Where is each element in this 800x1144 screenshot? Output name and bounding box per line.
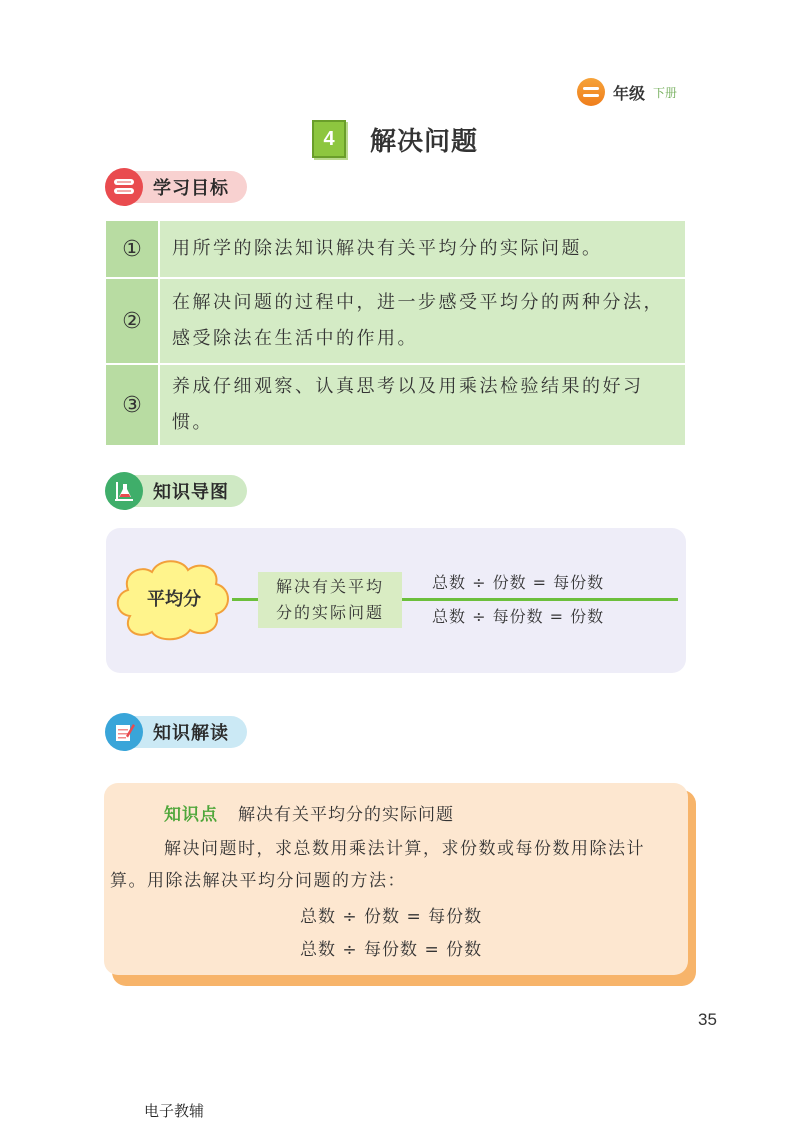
map-formula: 总数 ÷ 份数 = 每份数 (432, 573, 605, 592)
section-title: 知识解读 (127, 716, 247, 748)
goal-text: 用所学的除法知识解决有关平均分的实际问题。 (160, 221, 685, 277)
map-leaf-line (402, 598, 678, 601)
chapter-number: 4 (312, 120, 346, 158)
grade-label: 年级 (613, 83, 646, 103)
footer-label: 电子教辅 (144, 1102, 205, 1120)
goals-table (106, 221, 685, 445)
section-header-reading (105, 713, 247, 751)
knowledge-point-title: 解决有关平均分的实际问题 (238, 805, 454, 825)
section-header-goals (105, 168, 247, 206)
section-header-map (105, 472, 247, 510)
map-branch-line: 分的实际问题 (275, 603, 384, 622)
knowledge-paragraph: 解决问题时，求总数用乘法计算，求份数或每份数用除法计算。用除法解决平均分问题的方法： (110, 839, 645, 891)
volume-label: 下册 (653, 85, 678, 100)
knowledge-body (110, 833, 680, 897)
goal-number: ① (106, 221, 160, 277)
goal-row (106, 221, 685, 277)
section-title: 知识导图 (127, 475, 247, 507)
map-formula: 总数 ÷ 每份数 = 份数 (432, 607, 605, 626)
knowledge-point-heading (164, 800, 454, 825)
knowledge-point-label: 知识点 (164, 805, 218, 825)
grade-badge (577, 78, 677, 106)
goal-row (106, 363, 685, 445)
section-title: 学习目标 (127, 171, 247, 203)
chapter-title: 解决问题 (370, 126, 479, 157)
flask-icon (105, 472, 143, 510)
goal-text: 在解决问题的过程中，进一步感受平均分的两种分法，感受除法在生活中的作用。 (160, 279, 685, 363)
books-icon (105, 168, 143, 206)
map-connector (232, 598, 260, 601)
goal-row (106, 277, 685, 363)
goal-text: 养成仔细观察、认真思考以及用乘法检验结果的好习惯。 (160, 365, 685, 445)
notebook-pencil-icon (105, 713, 143, 751)
chapter-heading (312, 120, 478, 158)
knowledge-formula: 总数 ÷ 每份数 = 份数 (300, 940, 483, 960)
map-branch-box (258, 572, 402, 628)
map-root-label: 平均分 (147, 589, 201, 610)
knowledge-formula: 总数 ÷ 份数 = 每份数 (300, 907, 483, 927)
goal-number: ③ (106, 365, 160, 445)
grade-disc-icon (577, 78, 605, 106)
map-branch-line: 解决有关平均 (275, 577, 384, 596)
goal-number: ② (106, 279, 160, 363)
page-number: 35 (698, 1010, 717, 1029)
